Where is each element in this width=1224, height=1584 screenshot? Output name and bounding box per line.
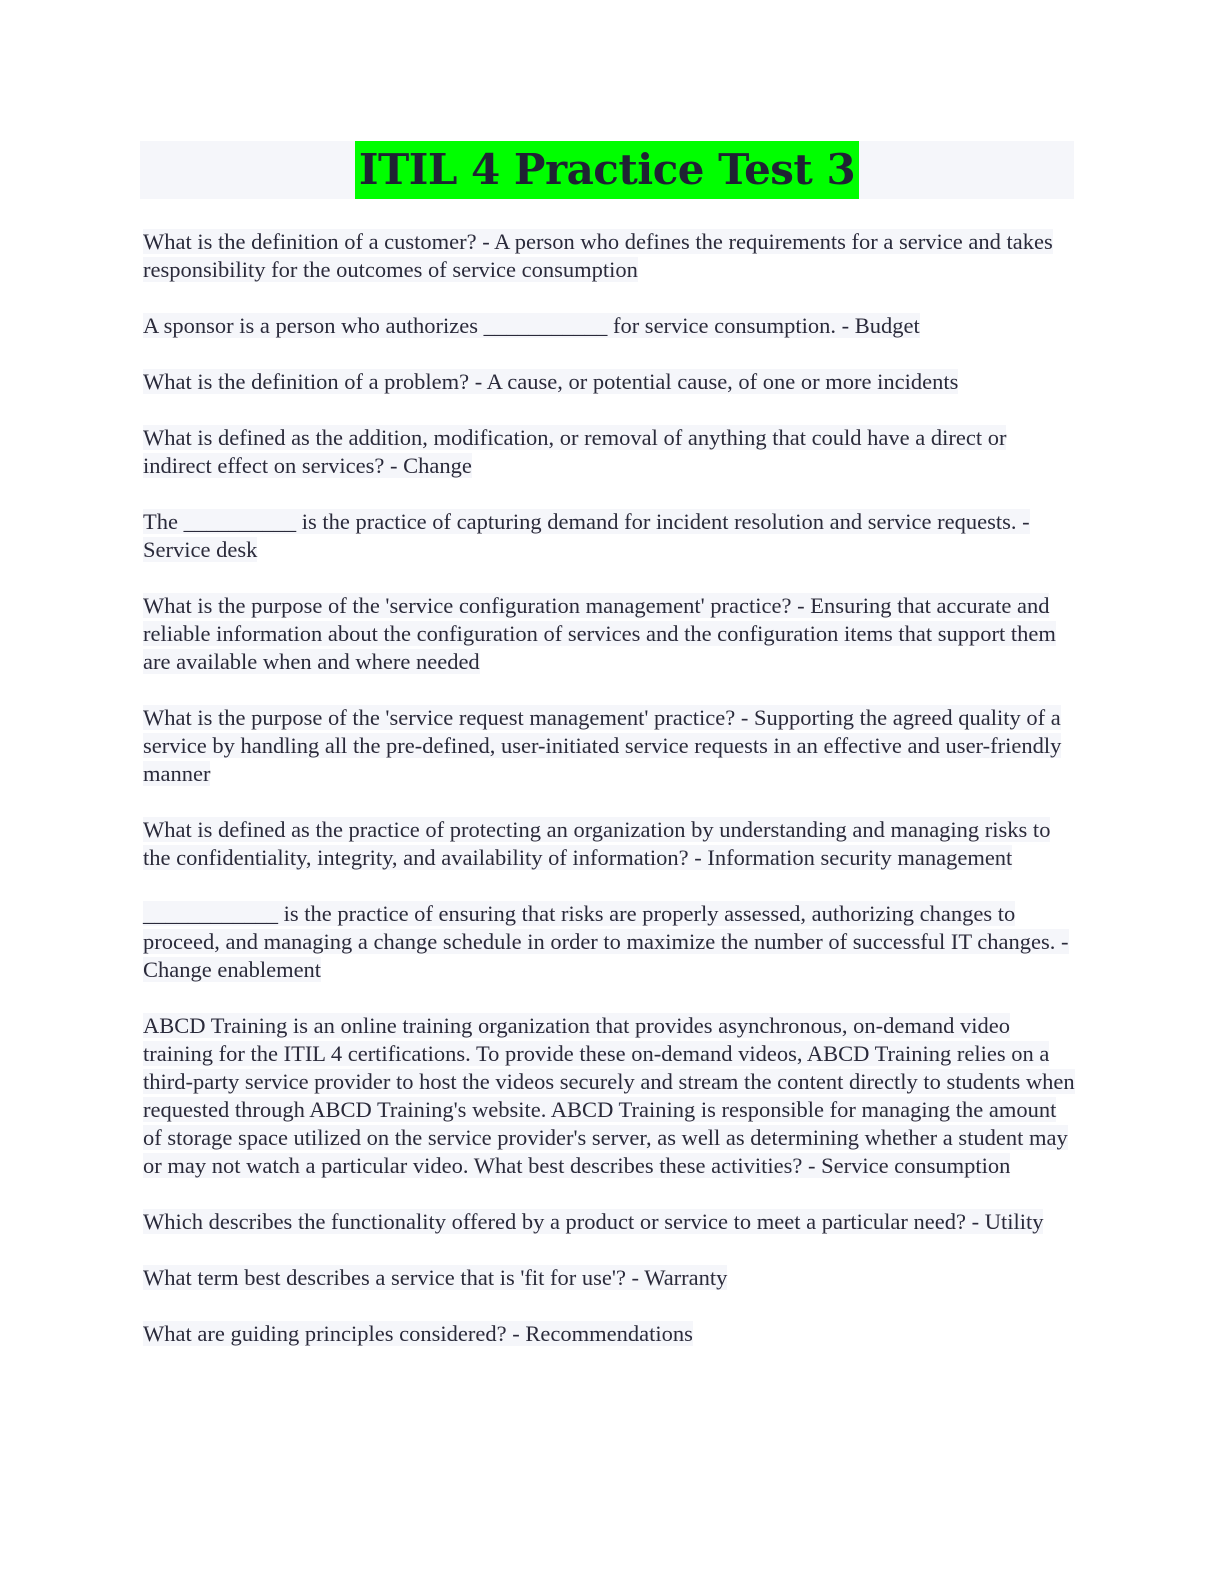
qa-text: What is the definition of a problem? - A cause, or potential cause, of one or more incidents: [143, 369, 959, 394]
qa-text: A sponsor is a person who authorizes ___________ for service consumption. - Budget: [143, 313, 920, 338]
qa-item: [143, 816, 1078, 872]
qa-item: [143, 704, 1078, 788]
qa-item: [143, 1264, 1078, 1292]
qa-item: [143, 424, 1078, 480]
qa-text: What is the definition of a customer? - A person who defines the requirements for a service and takes responsibility for the outcomes of service consumption: [143, 229, 1053, 282]
qa-text: ____________ is the practice of ensuring that risks are properly assessed, authorizing changes to proceed, and managing a change schedule in order to maximize the number of successful IT changes. - Change enablement: [143, 901, 1069, 982]
page-title: ITIL 4 Practice Test 3: [355, 141, 859, 199]
qa-text: ABCD Training is an online training organization that provides asynchronous, on-demand video training for the ITIL 4 certifications. To provide these on-demand videos, ABCD Training relies on a third-party service provider to host the videos securely and stream the content directly to students when requested through ABCD Training's website. ABCD Training is responsible for managing the amount of storage space utilized on the service provider's server, as well as determining whether a student may or may not watch a particular video. What best describes these activities? - Service consumption: [143, 1013, 1075, 1178]
question-answer-list: [143, 228, 1078, 1376]
qa-item: [143, 1320, 1078, 1348]
qa-text: Which describes the functionality offered by a product or service to meet a particular need? - Utility: [143, 1209, 1044, 1234]
qa-item: [143, 1208, 1078, 1236]
qa-item: [143, 1012, 1078, 1180]
qa-item: [143, 508, 1078, 564]
qa-text: What is defined as the addition, modification, or removal of anything that could have a direct or indirect effect on services? - Change: [143, 425, 1007, 478]
qa-text: What is the purpose of the 'service configuration management' practice? - Ensuring that accurate and reliable information about the configuration of services and the configuration items that support them are available when and where needed: [143, 593, 1056, 674]
qa-text: What is defined as the practice of protecting an organization by understanding and managing risks to the confidentiality, integrity, and availability of information? - Information security management: [143, 817, 1051, 870]
qa-item: [143, 368, 1078, 396]
title-bar: [140, 141, 1074, 199]
qa-text: What is the purpose of the 'service request management' practice? - Supporting the agreed quality of a service by handling all the pre-defined, user-initiated service requests in an effective and user-friendly manner: [143, 705, 1062, 786]
qa-text: The __________ is the practice of capturing demand for incident resolution and service requests. - Service desk: [143, 509, 1030, 562]
qa-text: What term best describes a service that is 'fit for use'? - Warranty: [143, 1265, 728, 1290]
qa-text: What are guiding principles considered? - Recommendations: [143, 1321, 693, 1346]
qa-item: [143, 592, 1078, 676]
qa-item: [143, 312, 1078, 340]
qa-item: [143, 900, 1078, 984]
qa-item: [143, 228, 1078, 284]
